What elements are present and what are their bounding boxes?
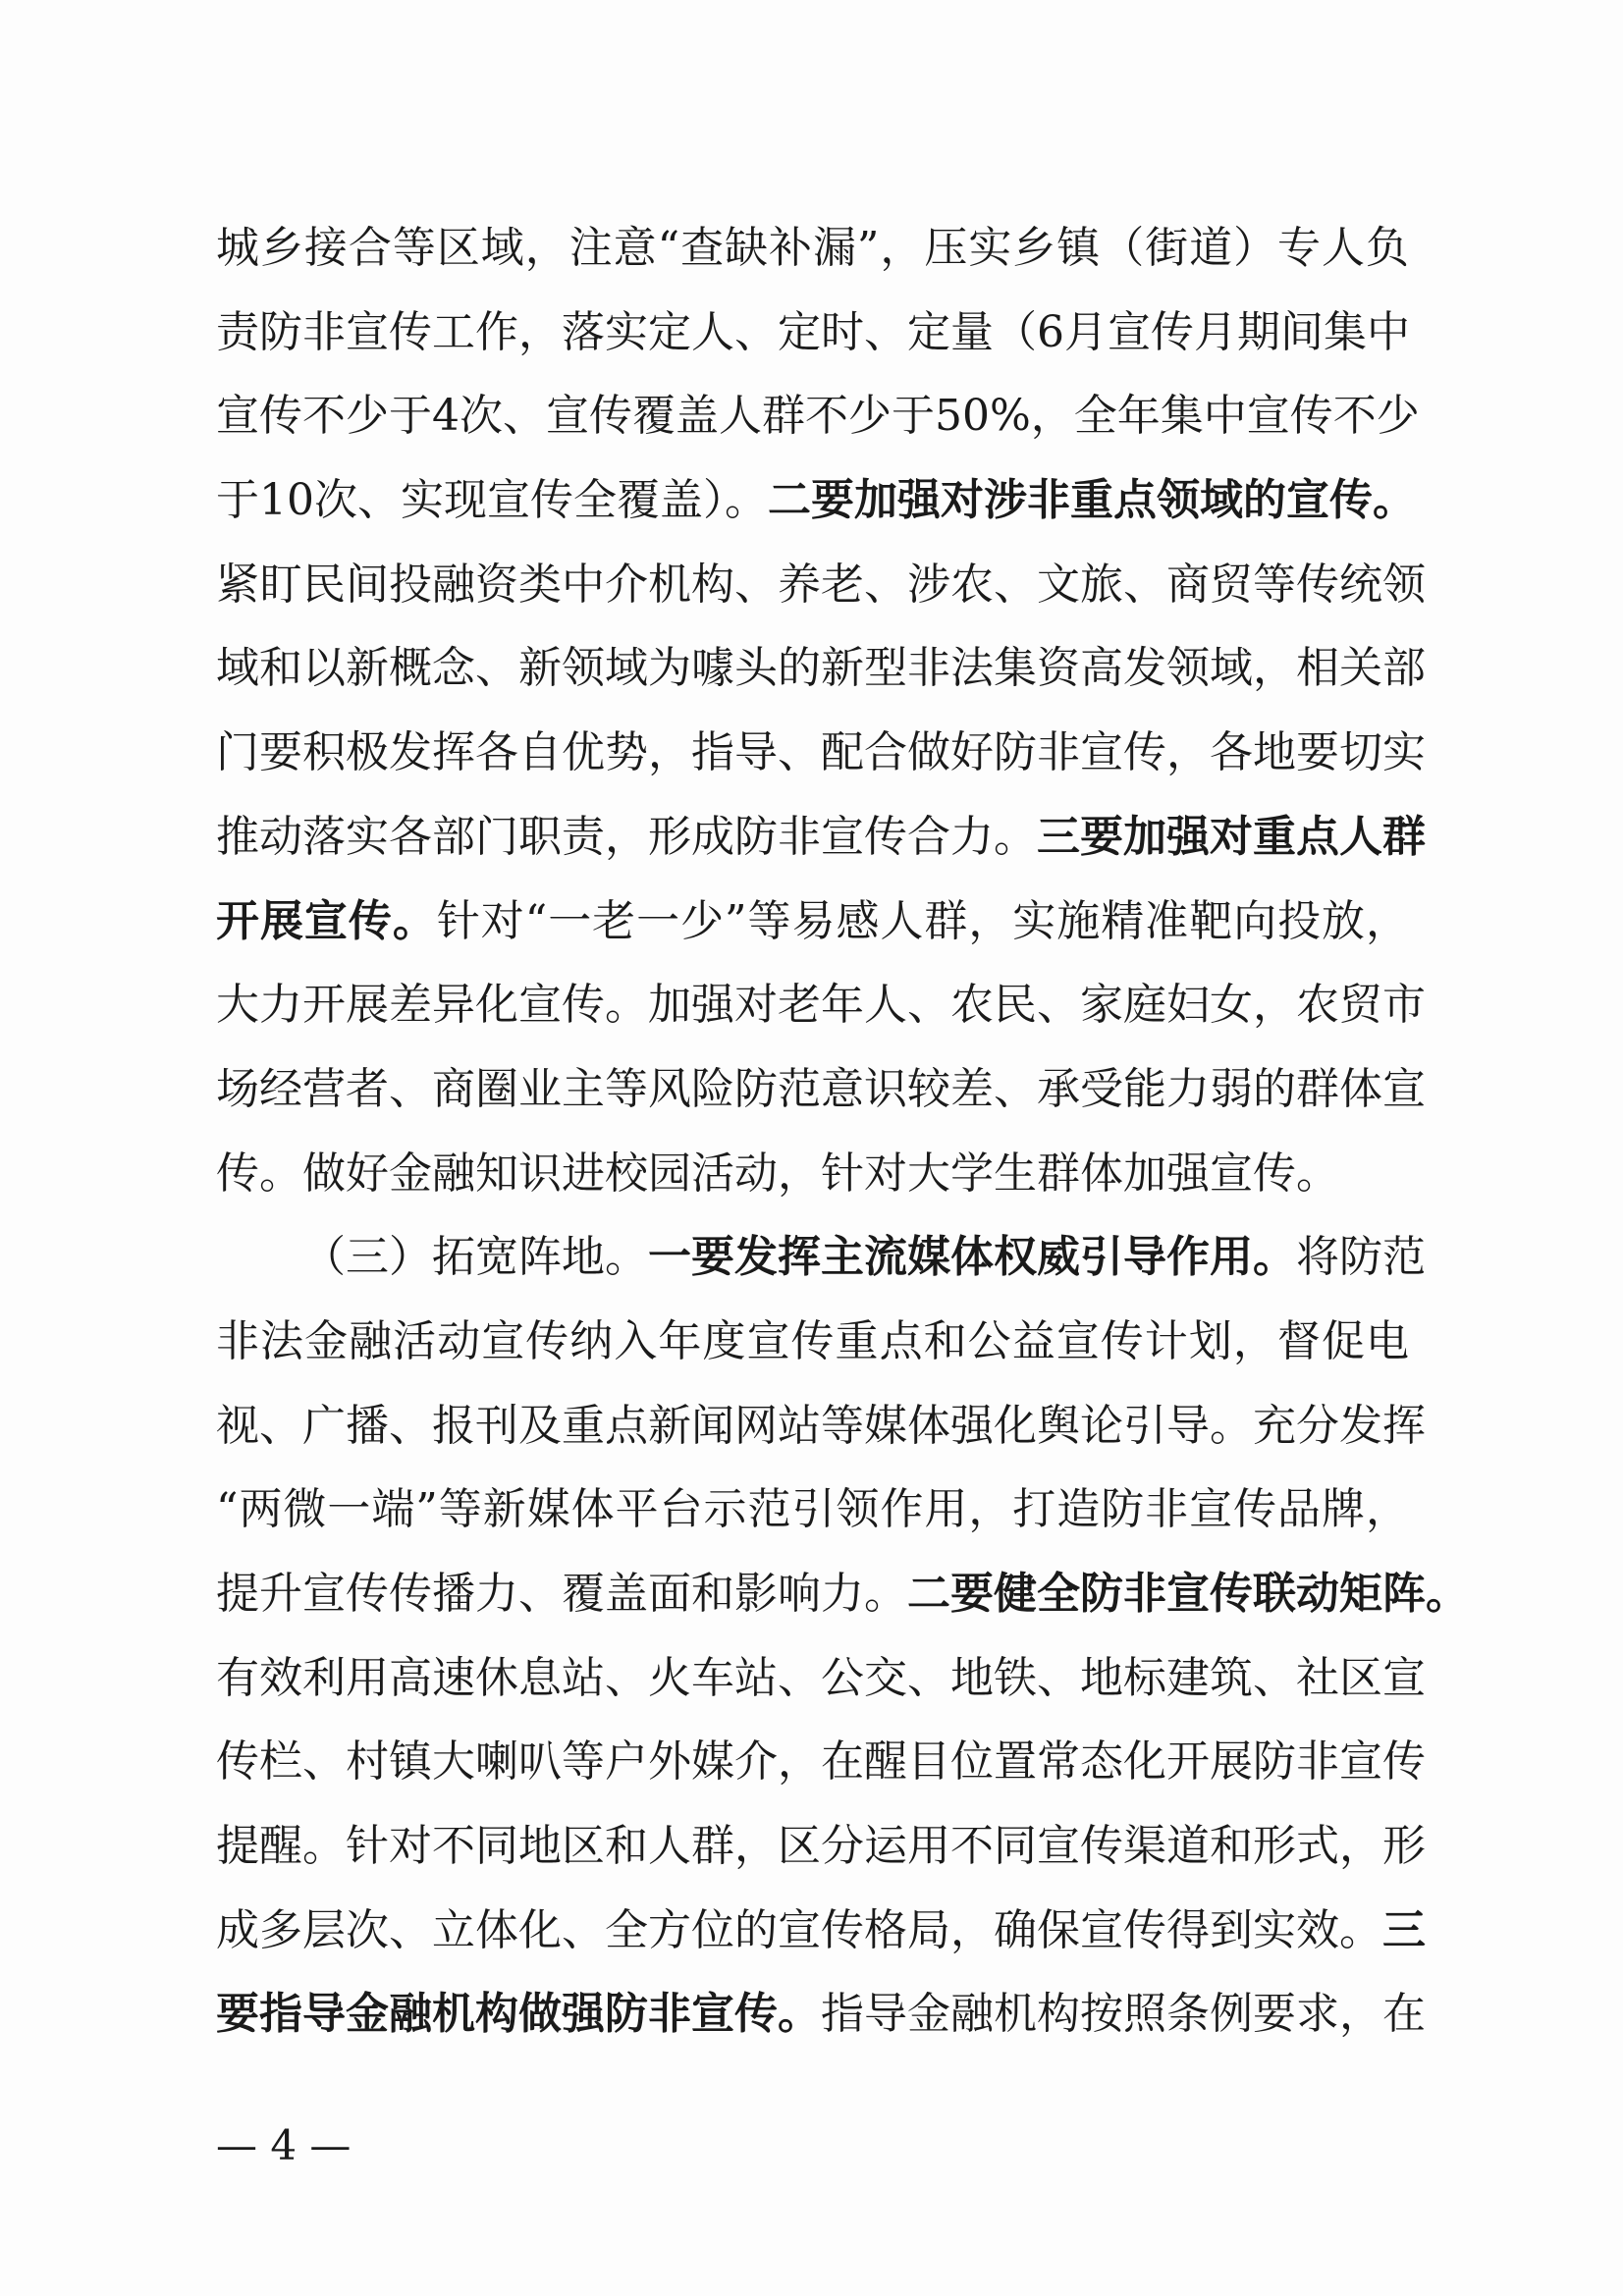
text-line-14 <box>216 1300 1409 1384</box>
text-line-10 <box>216 963 1426 1047</box>
text-line-13 <box>216 1215 1426 1300</box>
text-segment: 指导金融机构按照条例要求，在 <box>821 1989 1426 2040</box>
text-segment: 大力开展差异化宣传。加强对老年人、农民、家庭妇女，农贸市 <box>216 980 1426 1031</box>
text-segment: 非法金融活动宣传纳入年度宣传重点和公益宣传计划，督促电 <box>216 1315 1409 1366</box>
text-line-15 <box>216 1384 1426 1468</box>
text-line-21 <box>216 1889 1426 1973</box>
text-line-18 <box>216 1636 1426 1721</box>
bold-heading-3-cont: 开展宣传。 <box>216 895 437 946</box>
text-line-1 <box>216 206 1409 291</box>
text-segment: 传栏、村镇大喇叭等户外媒介，在醒目位置常态化开展防非宣传 <box>216 1736 1426 1788</box>
bold-heading-3: 三 <box>1382 1904 1426 1955</box>
text-line-16 <box>216 1468 1409 1552</box>
text-segment: 有效利用高速休息站、火车站、公交、地铁、地标建筑、社区宣 <box>216 1652 1426 1703</box>
text-segment: 责防非宣传工作，落实定人、定时、定量（6月宣传月期间集中 <box>216 306 1410 357</box>
text-line-3 <box>216 374 1420 458</box>
document-body <box>216 206 1469 2056</box>
text-segment: 域和以新概念、新领域为噱头的新型非法集资高发领域，相关部 <box>216 643 1426 694</box>
text-line-6 <box>216 626 1426 711</box>
page-number: — 4 — <box>216 2121 352 2169</box>
text-line-4 <box>216 458 1416 543</box>
bold-heading-2: 二要加强对涉非重点领域的宣传。 <box>768 475 1416 526</box>
text-segment: 传。做好金融知识进校园活动，针对大学生群体加强宣传。 <box>216 1148 1339 1199</box>
text-segment: 于10次、实现宣传全覆盖）。 <box>216 475 768 526</box>
text-segment: 推动落实各部门职责，形成防非宣传合力。 <box>216 811 1037 862</box>
text-segment: 提升宣传传播力、覆盖面和影响力。 <box>216 1569 907 1619</box>
text-segment: 将防范 <box>1296 1232 1426 1283</box>
bold-heading-1: 一要发挥主流媒体权威引导作用。 <box>648 1232 1296 1283</box>
bold-heading-3-cont: 要指导金融机构做强防非宣传。 <box>216 1989 821 2040</box>
text-segment: 紧盯民间投融资类中介机构、养老、涉农、文旅、商贸等传统领 <box>216 559 1426 610</box>
text-segment: 视、广播、报刊及重点新闻网站等媒体强化舆论引导。充分发挥 <box>216 1400 1426 1451</box>
text-segment: 场经营者、商圈业主等风险防范意识较差、承受能力弱的群体宣 <box>216 1063 1426 1114</box>
text-line-11 <box>216 1047 1426 1132</box>
text-line-9 <box>216 880 1409 964</box>
text-line-22 <box>216 1972 1426 2056</box>
text-line-8 <box>216 795 1426 880</box>
bold-heading-2: 二要健全防非宣传联动矩阵。 <box>907 1569 1469 1619</box>
bold-heading-3: 三要加强对重点人群 <box>1037 811 1426 862</box>
text-line-20 <box>216 1804 1426 1889</box>
text-line-17 <box>216 1552 1469 1636</box>
text-segment: 提醒。针对不同地区和人群，区分运用不同宣传渠道和形式，形 <box>216 1821 1426 1872</box>
text-line-5 <box>216 543 1426 627</box>
text-line-7 <box>216 711 1426 795</box>
text-segment: 城乡接合等区域，注意“查缺补漏”，压实乡镇（街道）专人负 <box>216 223 1409 273</box>
text-segment: 成多层次、立体化、全方位的宣传格局，确保宣传得到实效。 <box>216 1904 1382 1955</box>
text-line-12 <box>216 1132 1409 1216</box>
section-heading: （三）拓宽阵地。 <box>302 1232 648 1283</box>
text-line-19 <box>216 1720 1426 1804</box>
text-line-2 <box>216 291 1409 375</box>
text-segment: 门要积极发挥各自优势，指导、配合做好防非宣传，各地要切实 <box>216 727 1426 778</box>
text-segment: “两微一端”等新媒体平台示范引领作用，打造防非宣传品牌， <box>216 1484 1409 1535</box>
text-segment: 针对“一老一少”等易感人群，实施精准靶向投放， <box>436 895 1409 946</box>
text-segment: 宣传不少于4次、宣传覆盖人群不少于50%，全年集中宣传不少 <box>216 391 1420 442</box>
